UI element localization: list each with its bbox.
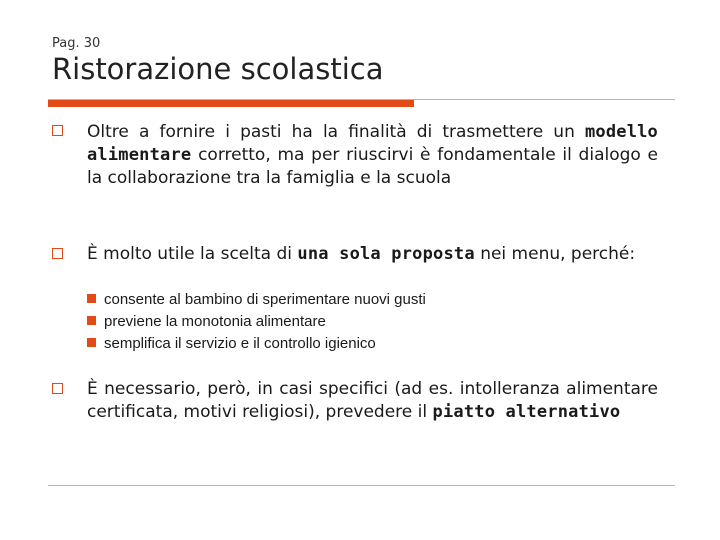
hollow-square-bullet-icon: [52, 248, 63, 259]
title-accent-bar: [48, 100, 414, 107]
sub-list-text: previene la monotonia alimentare: [104, 313, 326, 330]
bullet-text-3: [87, 378, 658, 424]
text-run: nei menu, perché:: [474, 244, 636, 264]
bullet-text-1: [87, 121, 658, 190]
hollow-square-bullet-icon: [52, 125, 63, 136]
page-number: Pag. 30: [52, 36, 101, 51]
sub-list-item: [87, 289, 426, 311]
sub-list-item: [87, 311, 326, 333]
text-run: È molto utile la scelta di: [87, 244, 298, 264]
text-run: Oltre a fornire i pasti ha la finalità di trasmettere un: [87, 122, 585, 142]
filled-square-bullet-icon: [87, 316, 96, 325]
sub-list-text: consente al bambino di sperimentare nuovi gusti: [104, 291, 426, 308]
bullet-text-2: [87, 243, 658, 266]
bold-text-run: piatto alternativo: [432, 402, 621, 422]
filled-square-bullet-icon: [87, 338, 96, 347]
text-run: È necessario, però, in casi specifici (ad es. intolleranza alimentare certificata, motivi religiosi), prevedere il: [87, 379, 658, 422]
bold-text-run: modello alimentare: [87, 122, 658, 165]
slide-title: Ristorazione scolastica: [52, 52, 384, 86]
footer-divider: [48, 485, 675, 486]
sub-list-item: [87, 333, 376, 355]
filled-square-bullet-icon: [87, 294, 96, 303]
bold-text-run: una sola proposta: [297, 244, 475, 264]
text-run: corretto, ma per riuscirvi è fondamentale il dialogo e la collaborazione tra la famiglia e la scuola: [87, 145, 658, 188]
hollow-square-bullet-icon: [52, 383, 63, 394]
sub-list-text: semplifica il servizio e il controllo igienico: [104, 335, 376, 352]
